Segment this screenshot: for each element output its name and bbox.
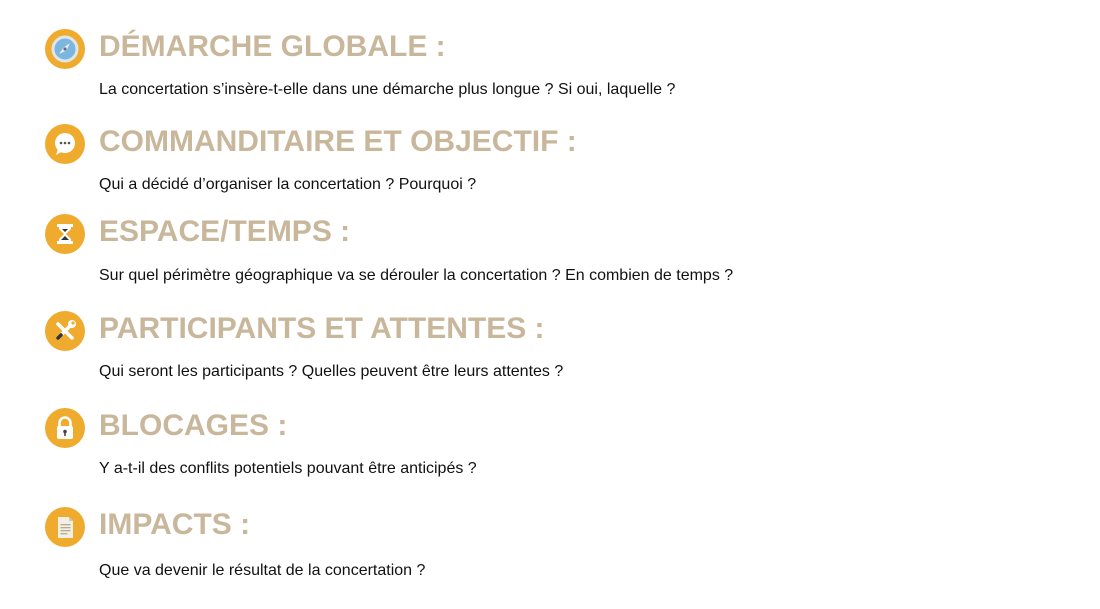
hourglass-icon <box>45 214 85 254</box>
section-question: La concertation s’insère-t-elle dans une démarche plus longue ? Si oui, laquelle ? <box>99 81 676 98</box>
tools-icon <box>45 311 85 351</box>
section-heading: COMMANDITAIRE ET OBJECTIF : <box>99 125 577 158</box>
compass-icon <box>45 29 85 69</box>
section-question: Qui seront les participants ? Quelles peuvent être leurs attentes ? <box>99 363 564 380</box>
section-heading: BLOCAGES : <box>99 409 288 442</box>
document-icon <box>45 507 85 547</box>
padlock-icon <box>45 408 85 448</box>
section-question: Sur quel périmètre géographique va se dérouler la concertation ? En combien de temps ? <box>99 267 734 284</box>
section-heading: IMPACTS : <box>99 508 251 541</box>
section-question: Que va devenir le résultat de la concertation ? <box>99 562 426 579</box>
section-question: Qui a décidé d’organiser la concertation ? Pourquoi ? <box>99 176 477 193</box>
section-heading: PARTICIPANTS ET ATTENTES : <box>99 312 545 345</box>
section-question: Y a-t-il des conflits potentiels pouvant être anticipés ? <box>99 460 477 477</box>
speech-bubble-icon <box>45 124 85 164</box>
section-heading: ESPACE/TEMPS : <box>99 215 351 248</box>
section-heading: DÉMARCHE GLOBALE : <box>99 30 446 63</box>
